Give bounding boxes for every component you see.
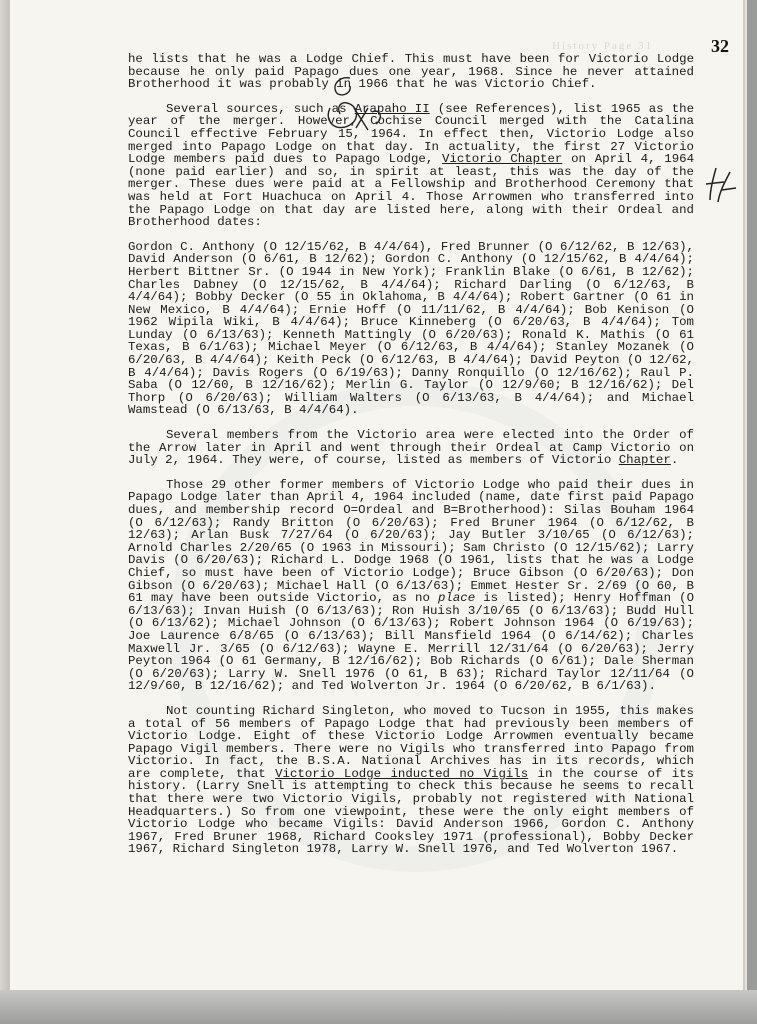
document-page	[10, 0, 743, 990]
place-italic: place	[437, 591, 476, 606]
paragraph-5-text-a: Those 29 other former members of Victorio Lodge who paid their dues in Papago Lodge later than April 4, 1964 included (name, date first paid Papago dues, and membership record O=Ordeal and B=Brotherhood): Silas Bouham 1964 (O 6/12/63); Randy Britton (O 6/20/63); Fred Bruner 1964 (O 6/12/62, B 12/63); Arlan Busk 7/27/64 (O 6/20/63); Jay Butler 3/10/65 (O 6/12/63); Arnold Charles 2/20/65 (O 1963 in Missouri); Sam Christo (O 12/15/62); Larry Davis (O 6/20/63); Richard L. Dodge 1968 (O 1961, lists that he was a Lodge Chief, so must have been of Victorio Lodge); Bruce Gibson (O 6/20/63); Don Gibson (O 6/20/63); Michael Hall (O 6/13/63); Emmet Hester Sr. 2/69 (O 60, B 61 may have been outside Victorio, as no	[128, 477, 694, 606]
running-head-bleedthrough: History Page 31	[552, 40, 653, 52]
paragraph-2-text-a: Several sources, such as	[166, 101, 355, 116]
page-number: 32	[711, 36, 729, 56]
paragraph-6-text-b: in the course of its history. (Larry Snell is attempting to check this because he seems to recall that there were two Victorio Vigils, probably not registered with National Headquarters.) So from one viewpoint, these were the only eight members of Victorio Lodge who became Vigils: David Anderson 1966, Gordon C. Anthony 1967, Fred Bruner 1968, Richard Cooksley 1971 (professional), Bobby Decker 1967, Richard Singleton 1978, Larry W. Snell 1976, and Ted Wolverton 1967.	[128, 766, 694, 857]
paragraph-6	[128, 705, 694, 856]
paragraph-2-text-c: on April 4, 1964 (none paid earlier) and so, in spirit at least, this was the day of the merger. These dues were paid at a Fellowship and Brotherhood Ceremony that was held at Fort Huachuca on April 4. Those Arrowmen who transferred into the Papago Lodge on that day are listed here, along with their Ordeal and Brotherhood dates:	[128, 152, 694, 230]
paragraph-4-text-b: .	[670, 453, 679, 468]
paragraph-6-text-a: Not counting Richard Singleton, who moved to Tucson in 1955, this makes a total of 56 members of Papago Lodge that had previously been members of Victorio Lodge. Eight of these Victorio Lodge Arrowmen eventually became Papago Vigil members. There were no Vigils who transferred into Papago from Victorio. In fact, the B.S.A. National Archives has in its records, which are complete, that	[128, 703, 694, 781]
paragraph-3-member-list: Gordon C. Anthony (O 12/15/62, B 4/4/64), Fred Brunner (O 6/12/62, B 12/63), David Anderson (O 6/61, B 12/62); Gordon C. Anthony (O 12/15/62, B 4/4/64); Herbert Bittner Sr. (O 1944 in New York); Franklin Blake (O 6/61, B 12/62); Charles Dabney (O 12/15/62, B 4/4/64); Richard Darling (O 6/12/63, B 4/4/64); Bobby Decker (O 55 in Oklahoma, B 4/4/64); Robert Gartner (O 61 in New Mexico, B 4/4/64); Ernie Hoff (O 11/11/62, B 4/4/64); Bob Kenison (O 1962 Wipila Wiki, B 4/4/64); Bruce Kinneberg (O 6/20/63, B 4/4/64); Tom Lunday (O 6/13/63); Kenneth Mattingly (O 6/20/63); Ronald K. Mathis (O 61 Texas, B 6/1/63); Michael Meyer (O 6/12/63, B 4/4/64); Stanley Mozanek (O 6/20/63, B 4/4/64); Keith Peck (O 6/12/63, B 4/4/64); David Peyton (O 12/62, B 4/4/64); Davis Rogers (O 6/19/63); Danny Ronquillo (O 12/16/62); Raul P. Saba (O 12/60, B 12/16/62); Merlin G. Taylor (O 12/9/60; B 12/16/62); Del Thorp (O 6/20/63); William Walters (O 6/13/63, B 4/4/64); and Michael Wamstead (O 6/13/63, B 4/4/64).	[128, 239, 694, 418]
body-text	[128, 53, 694, 868]
paragraph-5	[128, 479, 694, 693]
page-bottom-edge	[0, 990, 757, 1024]
paragraph-2	[128, 103, 694, 229]
paragraph-1: he lists that he was a Lodge Chief. This must have been for Victorio Lodge because he only paid Papago dues one year, 1968. Since he never attained Brotherhood it was probably in 1966 that he was Victorio Chief.	[128, 52, 694, 92]
chapter-underlined: Chapter	[618, 453, 671, 468]
no-vigils-underlined: Victorio Lodge inducted no Vigils	[275, 766, 529, 781]
paragraph-4	[128, 429, 694, 467]
reference-arapaho: Arapaho II	[354, 101, 430, 116]
paragraph-2-text-b: (see References), list 1965 as the year of the merger. However, Cochise Council merged with the Catalina Council effective February 15, 1964. In effect then, Victorio Lodge also merged into Papago Lodge on that day. In actuality, the first 27 Victorio Lodge members paid dues to Papago Lodge,	[128, 101, 695, 167]
margin-handwritten-mark	[704, 160, 740, 208]
victorio-chapter-underlined: Victorio Chapter	[442, 152, 563, 167]
paragraph-4-text-a: Several members from the Victorio area were elected into the Order of the Arrow later in April and went through their Ordeal at Camp Victorio on July 2, 1964. They were, of course, listed as members of Victorio	[128, 428, 694, 468]
paragraph-5-text-b: is listed); Henry Hoffman (O 6/13/63); Invan Huish (O 6/13/63); Ron Huish 3/10/65 (O 6/13/63); Budd Hull (O 6/13/62); Michael Johnson (O 6/13/63); Robert Johnson 1964 (O 6/19/63); Joe Laurence 6/8/65 (O 6/13/63); Bill Mansfield 1964 (O 6/14/62); Charles Maxwell Jr. 3/65 (O 6/12/63); Wayne E. Merrill 12/31/64 (O 6/20/63); Jerry Peyton 1964 (O 61 Germany, B 12/16/62); Bob Richards (O 6/61); Dale Sherman (O 6/20/63); Larry W. Snell 1976 (O 61, B 63); Richard Taylor 12/11/64 (O 12/9/60, B 12/16/62); and Ted Wolverton Jr. 1964 (O 6/20/62, B 6/1/63).	[128, 591, 695, 694]
